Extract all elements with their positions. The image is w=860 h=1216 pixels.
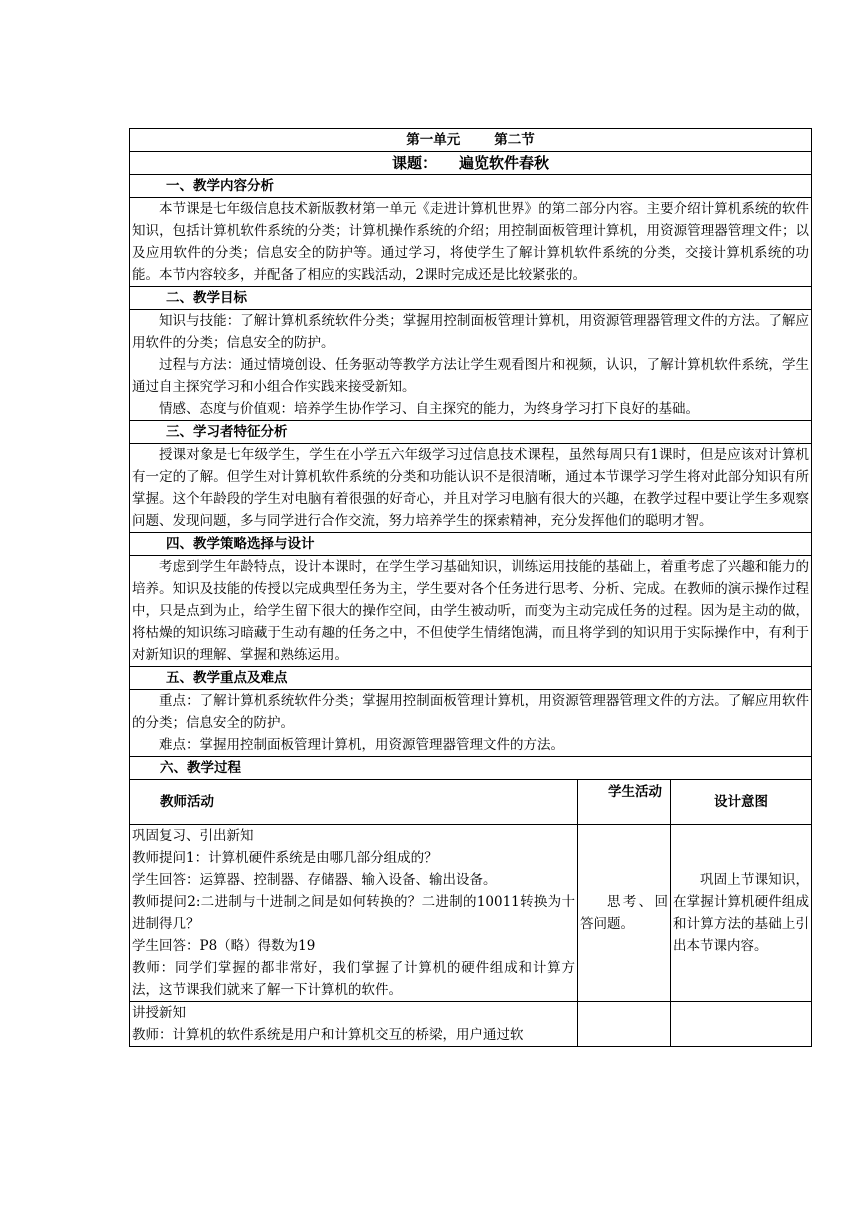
section-4-body [130,556,812,667]
header-row-unit [130,129,812,152]
header-student-activity [578,780,671,825]
section-1-title: 一、教学内容分析 [130,175,812,198]
process-row-1 [130,825,812,1002]
row2-teacher-activity [130,1002,578,1047]
row1-teacher-line-1: 巩固复习、引出新知 [132,828,254,844]
row1-design-text: 巩固上节课知识，在掌握计算机硬件组成和计算方法的基础上引出本节课内容。 [673,872,809,954]
process-row-2 [130,1002,812,1047]
unit-heading [130,129,812,152]
section-2-body-row [130,310,812,421]
process-header-row [130,780,812,825]
course-label: 课题： [391,154,437,172]
row1-teacher-activity [130,825,578,1002]
section-6-title: 六、教学过程 [130,757,812,780]
section-2-title-row [130,287,812,310]
section-3-title-row [130,421,812,444]
section-3-paragraph: 授课对象是七年级学生，学生在小学五六年级学习过信息技术课程，虽然每周只有1课时，但是应该对计算机有一定的了解。但学生对计算机软件系统的分类和功能认识不是很清晰，通过本节课学习学生将对此部分知识有所掌握。这个年龄段的学生对电脑有着很强的好奇心，并且对学习电脑有很大的兴趣，在教学过程中要让学生多观察问题、发现问题，多与同学进行合作交流，努力培养学生的探索精神，充分发挥他们的聪明才智。 [132,447,809,529]
unit-label: 第一单元 [406,132,461,148]
header-teacher-activity: 教师活动 [130,780,578,825]
header-design-intent: 设计意图 [671,780,812,825]
header-row-course [130,152,812,175]
section-5-paragraph-2: 难点：掌握用控制面板管理计算机，用资源管理器管理文件的方法。 [159,737,564,753]
section-4-paragraph: 考虑到学生年龄特点，设计本课时，在学生学习基础知识，训练运用技能的基础上，着重考虑了兴趣和能力的培养。知识及技能的传授以完成典型任务为主，学生要对各个任务进行思考、分析、完成。在教师的演示操作过程中，只是点到为止，给学生留下很大的操作空间，由学生被动听，而变为主动完成任务的过程。因为是主动的做，将枯燥的知识练习暗藏于生动有趣的任务之中，不但使学生情绪饱满，而且将学到的知识用于实际操作中，有利于对新知识的理解、掌握和熟练运用。 [132,559,809,663]
section-3-body [130,444,812,533]
section-2-title: 二、教学目标 [130,287,812,310]
section-3-body-row [130,444,812,533]
section-1-paragraph: 本节课是七年级信息技术新版教材第一单元《走进计算机世界》的第二部分内容。主要介绍计算机系统的软件知识，包括计算机软件系统的分类；计算机操作系统的介绍；用控制面板管理计算机，用资源管理器管理文件；以及应用软件的分类；信息安全的防护等。通过学习，将使学生了解计算机软件系统的分类，交接计算机系统的功能。本节内容较多，并配备了相应的实践活动，2课时完成还是比较紧张的。 [132,201,809,283]
section-5-title: 五、教学重点及难点 [130,667,812,690]
section-4-body-row [130,556,812,667]
section-6-title-row [130,757,812,780]
section-2-body [130,310,812,421]
row1-student-activity [578,825,671,1002]
section-4-title: 四、教学策略选择与设计 [130,533,812,556]
section-5-title-row [130,667,812,690]
row1-teacher-line-2: 教师提问1：计算机硬件系统是由哪几部分组成的？ [132,850,438,866]
section-5-paragraph-1: 重点：了解计算机系统软件分类；掌握用控制面板管理计算机，用资源管理器管理文件的方法。了解应用软件的分类；信息安全的防护。 [132,693,809,731]
header-student-activity-text: 学生活动 [608,784,662,800]
section-1-title-row [130,175,812,198]
course-title: 遍览软件春秋 [459,154,550,172]
section-1-body [130,198,812,287]
section-2-paragraph-1: 知识与技能：了解计算机系统软件分类；掌握用控制面板管理计算机，用资源管理器管理文件的方法。了解应用软件的分类；信息安全的防护。 [132,313,809,351]
row2-teacher-line-2: 教师：计算机的软件系统是用户和计算机交互的桥梁，用户通过软 [132,1027,524,1043]
row1-design-intent [671,825,812,1002]
lesson-plan-document [129,128,811,1047]
section-4-title-row [130,533,812,556]
section-label: 第二节 [494,132,535,148]
section-1-body-row [130,198,812,287]
row1-teacher-line-6: 教师：同学们掌握的都非常好，我们掌握了计算机的硬件组成和计算方法，这节课我们就来了解一下计算机的软件。 [132,960,575,998]
section-3-title: 三、学习者特征分析 [130,421,812,444]
section-5-body-row [130,690,812,757]
row1-teacher-line-5: 学生回答：P8（略）得数为19 [132,938,316,954]
section-2-paragraph-2: 过程与方法：通过情境创设、任务驱动等教学方法让学生观看图片和视频，认识，了解计算机软件系统，学生通过自主探究学习和小组合作实践来接受新知。 [132,357,809,395]
section-2-paragraph-3: 情感、态度与价值观：培养学生协作学习、自主探究的能力，为终身学习打下良好的基础。 [159,401,699,417]
course-heading [130,152,812,175]
section-5-body [130,690,812,757]
row2-student-activity [578,1002,671,1047]
row2-design-intent [671,1002,812,1047]
lesson-plan-table [129,128,812,1047]
row1-teacher-line-4: 教师提问2:二进制与十进制之间是如何转换的？二进制的10011转换为十进制得几？ [132,894,575,932]
row1-student-text: 思考、回答问题。 [580,894,668,932]
row1-teacher-line-3: 学生回答：运算器、控制器、存储器、输入设备、输出设备。 [132,872,497,888]
row2-teacher-line-1: 讲授新知 [132,1005,186,1021]
